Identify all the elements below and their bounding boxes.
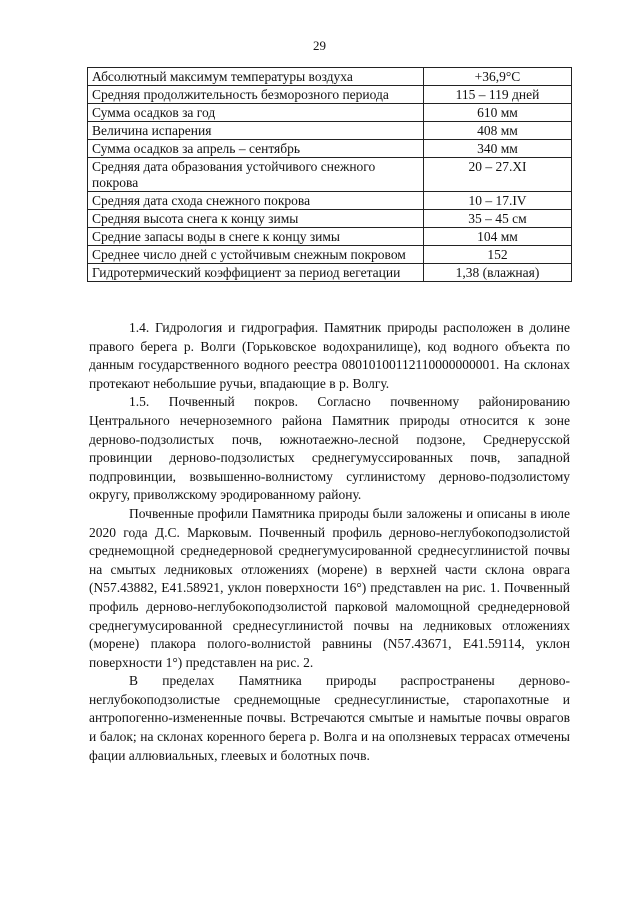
- paragraph-soil-distribution: В пределах Памятника природы распространены дерново-неглубокоподзолистые среднемощные среднесуглинистые, старопахотные и антропогенно-измененные почвы. Встречаются смытые и намытые почвы оврагов и балок; на склонах коренного берега р. Волга и на оползневых террасах отмечены фации аллювиальных, глеевых и болотных почв.: [89, 673, 570, 763]
- table-cell-parameter: Сумма осадков за год: [88, 104, 424, 122]
- table-cell-parameter: Средняя высота снега к концу зимы: [88, 210, 424, 228]
- table-row: [88, 122, 572, 140]
- table-cell-parameter: Средняя продолжительность безморозного периода: [88, 86, 424, 104]
- table-row: [88, 192, 572, 210]
- body-text: [89, 319, 570, 765]
- table-cell-parameter: Величина испарения: [88, 122, 424, 140]
- table-cell-parameter: Средняя дата схода снежного покрова: [88, 192, 424, 210]
- table-row: [88, 210, 572, 228]
- paragraph-soil-profiles: Почвенные профили Памятника природы были заложены и описаны в июле 2020 года Д.С. Марковым. Почвенный профиль дерново-неглубокоподзолистой среднемощной среднедерновой среднегумусированной среднесуглинистой почвы на смытых ледниковых отложениях (морене) в верхней части склона оврага (N57.43882, E41.58921, уклон поверхности 16°) представлен на рис. 1. Почвенный профиль дерново-неглубокоподзолистой парковой маломощной среднедерновой среднегумусированной среднесуглинистой почвы на ледниковых отложениях (морене) плакора полого-волнистой равнины (N57.43671, E41.59114, уклон поверхности 1°) представлен на рис. 2.: [89, 505, 570, 670]
- paragraph-soil-cover: 1.5. Почвенный покров. Согласно почвенному районированию Центрального нечерноземного района Памятник природы относится к зоне дерново-подзолистых почв, южнотаежно-лесной подзоне, Среднерусской провинции дерново-подзолистых среднегумуссированных почв, западной подпровинции, возвышенно-волнистому суглинистому дерново-подзолистому округу, приволжскому эродированному району.: [89, 394, 570, 503]
- table-cell-parameter: Средняя дата образования устойчивого снежного покрова: [88, 158, 424, 192]
- table-cell-parameter: Абсолютный максимум температуры воздуха: [88, 68, 424, 86]
- paragraph-hydrology: 1.4. Гидрология и гидрография. Памятник природы расположен в долине правого берега р. Волги (Горьковское водохранилище), код водного объекта по данным государственного водного реестра 08010100112110000000001. На склонах протекают небольшие ручьи, впадающие в р. Волгу.: [89, 320, 570, 391]
- table-cell-parameter: Среднее число дней с устойчивым снежным покровом: [88, 246, 424, 264]
- table-cell-value: 340 мм: [424, 140, 572, 158]
- table-row: [88, 264, 572, 282]
- table-cell-value: 610 мм: [424, 104, 572, 122]
- table-cell-value: 152: [424, 246, 572, 264]
- table-cell-value: 115 – 119 дней: [424, 86, 572, 104]
- table-cell-value: +36,9°С: [424, 68, 572, 86]
- table-cell-value: 104 мм: [424, 228, 572, 246]
- table-cell-value: 10 – 17.IV: [424, 192, 572, 210]
- climate-table: [87, 67, 572, 282]
- table-row: [88, 158, 572, 192]
- table-row: [88, 86, 572, 104]
- table-row: [88, 228, 572, 246]
- table-cell-parameter: Сумма осадков за апрель – сентябрь: [88, 140, 424, 158]
- table-row: [88, 104, 572, 122]
- table-cell-value: 1,38 (влажная): [424, 264, 572, 282]
- table-row: [88, 140, 572, 158]
- table-cell-value: 20 – 27.XI: [424, 158, 572, 192]
- table-cell-parameter: Средние запасы воды в снеге к концу зимы: [88, 228, 424, 246]
- table-row: [88, 246, 572, 264]
- page-number: 29: [313, 38, 326, 53]
- table-cell-value: 35 – 45 см: [424, 210, 572, 228]
- table-cell-value: 408 мм: [424, 122, 572, 140]
- table-cell-parameter: Гидротермический коэффициент за период вегетации: [88, 264, 424, 282]
- table-row: [88, 68, 572, 86]
